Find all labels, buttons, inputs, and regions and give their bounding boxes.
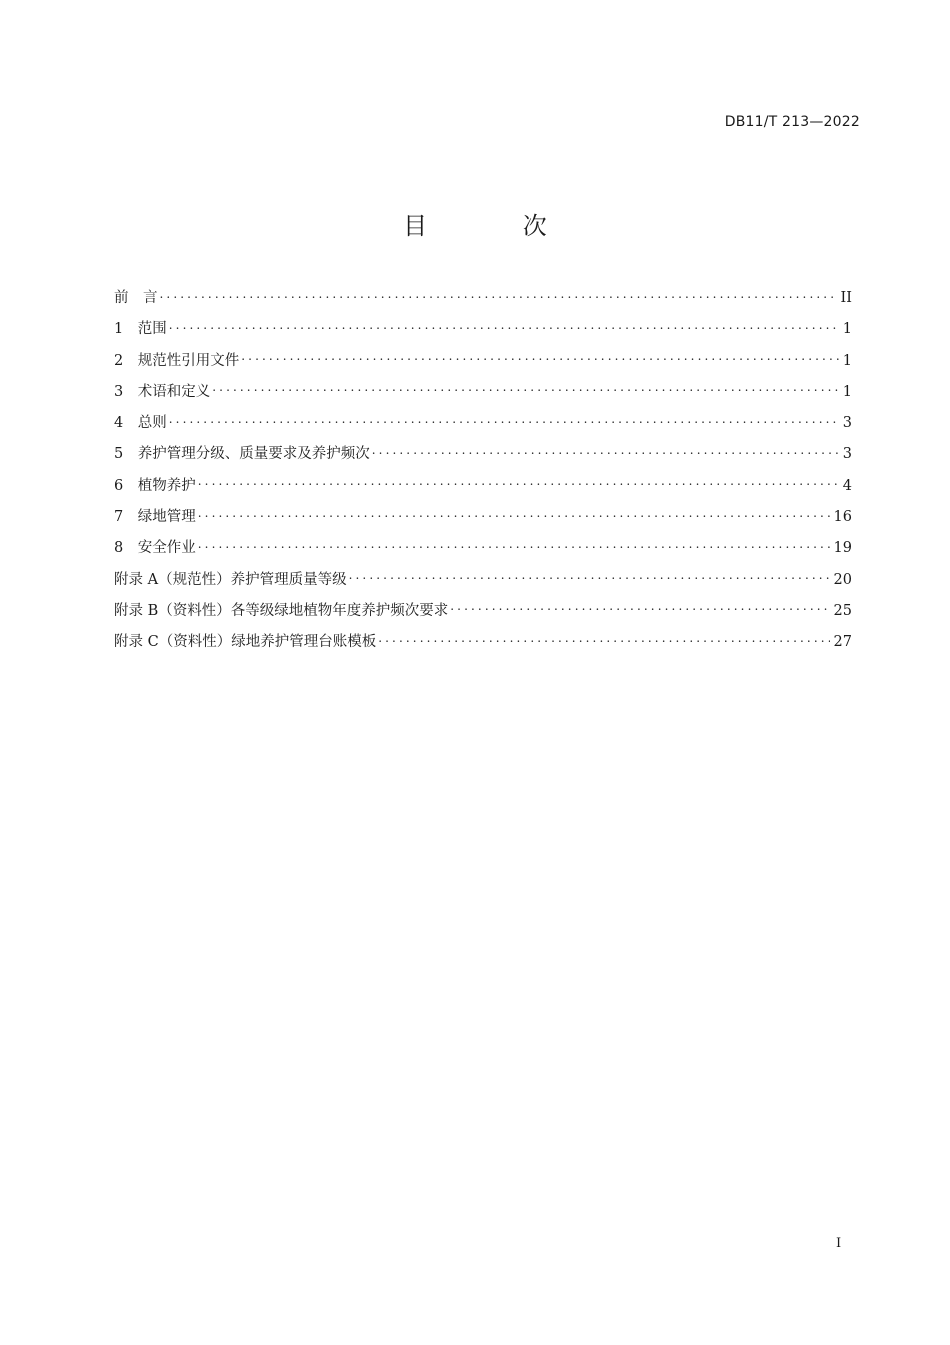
toc-entry-grading-requirements[interactable] — [114, 442, 852, 473]
toc-entry-page: 27 — [833, 634, 852, 651]
toc-dot-leader — [198, 507, 830, 522]
toc-dot-leader — [160, 288, 837, 303]
toc-entry-appendix-a[interactable] — [114, 568, 852, 599]
toc-entry-label: 6 植物养护 — [114, 477, 196, 494]
toc-dot-leader — [372, 444, 839, 459]
toc-entry-label: 2 规范性引用文件 — [114, 352, 240, 369]
toc-dot-leader — [349, 569, 830, 584]
toc-entry-page: 16 — [833, 509, 852, 526]
toc-entry-page: 19 — [833, 540, 852, 557]
standard-code: DB11/T 213—2022 — [724, 114, 860, 130]
toc-entry-plant-maintenance[interactable] — [114, 474, 852, 505]
toc-dot-leader — [450, 600, 829, 615]
toc-entry-page: 4 — [842, 477, 852, 494]
toc-entry-page: II — [840, 290, 852, 306]
toc-dot-leader — [169, 319, 839, 334]
toc-entry-label: 3 术语和定义 — [114, 383, 211, 400]
toc-entry-page: 25 — [833, 602, 852, 619]
toc-dot-leader — [241, 350, 839, 365]
toc-entry-label: 5 养护管理分级、质量要求及养护频次 — [114, 446, 370, 463]
toc-entry-label: 前 言 — [114, 290, 158, 306]
toc-entry-label: 1 范围 — [114, 321, 167, 338]
toc-entry-green-space-management[interactable] — [114, 505, 852, 536]
toc-entry-foreword[interactable] — [114, 286, 852, 317]
toc-entry-appendix-c[interactable] — [114, 630, 852, 661]
toc-entry-page: 3 — [842, 446, 852, 463]
toc-entry-page: 1 — [842, 352, 852, 369]
toc-list — [114, 286, 852, 662]
toc-dot-leader — [198, 538, 830, 553]
toc-entry-label: 7 绿地管理 — [114, 509, 196, 526]
toc-entry-label: 附录 B（资料性）各等级绿地植物年度养护频次要求 — [114, 602, 449, 619]
toc-entry-appendix-b[interactable] — [114, 599, 852, 630]
toc-entry-general[interactable] — [114, 411, 852, 442]
toc-dot-leader — [378, 632, 829, 647]
toc-dot-leader — [212, 381, 839, 396]
toc-entry-normative-references[interactable] — [114, 349, 852, 380]
page-number: I — [836, 1236, 842, 1251]
toc-entry-label: 8 安全作业 — [114, 540, 196, 557]
toc-entry-page: 20 — [833, 571, 852, 588]
toc-entry-label: 附录 C（资料性）绿地养护管理台账模板 — [114, 634, 377, 651]
toc-entry-terms-definitions[interactable] — [114, 380, 852, 411]
toc-entry-page: 1 — [842, 321, 852, 338]
toc-entry-scope[interactable] — [114, 317, 852, 348]
toc-dot-leader — [169, 413, 839, 428]
toc-entry-page: 3 — [842, 415, 852, 432]
toc-title: 目 次 — [403, 212, 591, 240]
toc-dot-leader — [198, 475, 839, 490]
toc-entry-safe-operation[interactable] — [114, 536, 852, 567]
toc-entry-label: 4 总则 — [114, 415, 167, 432]
toc-entry-label: 附录 A（规范性）养护管理质量等级 — [114, 571, 347, 588]
toc-entry-page: 1 — [842, 383, 852, 400]
